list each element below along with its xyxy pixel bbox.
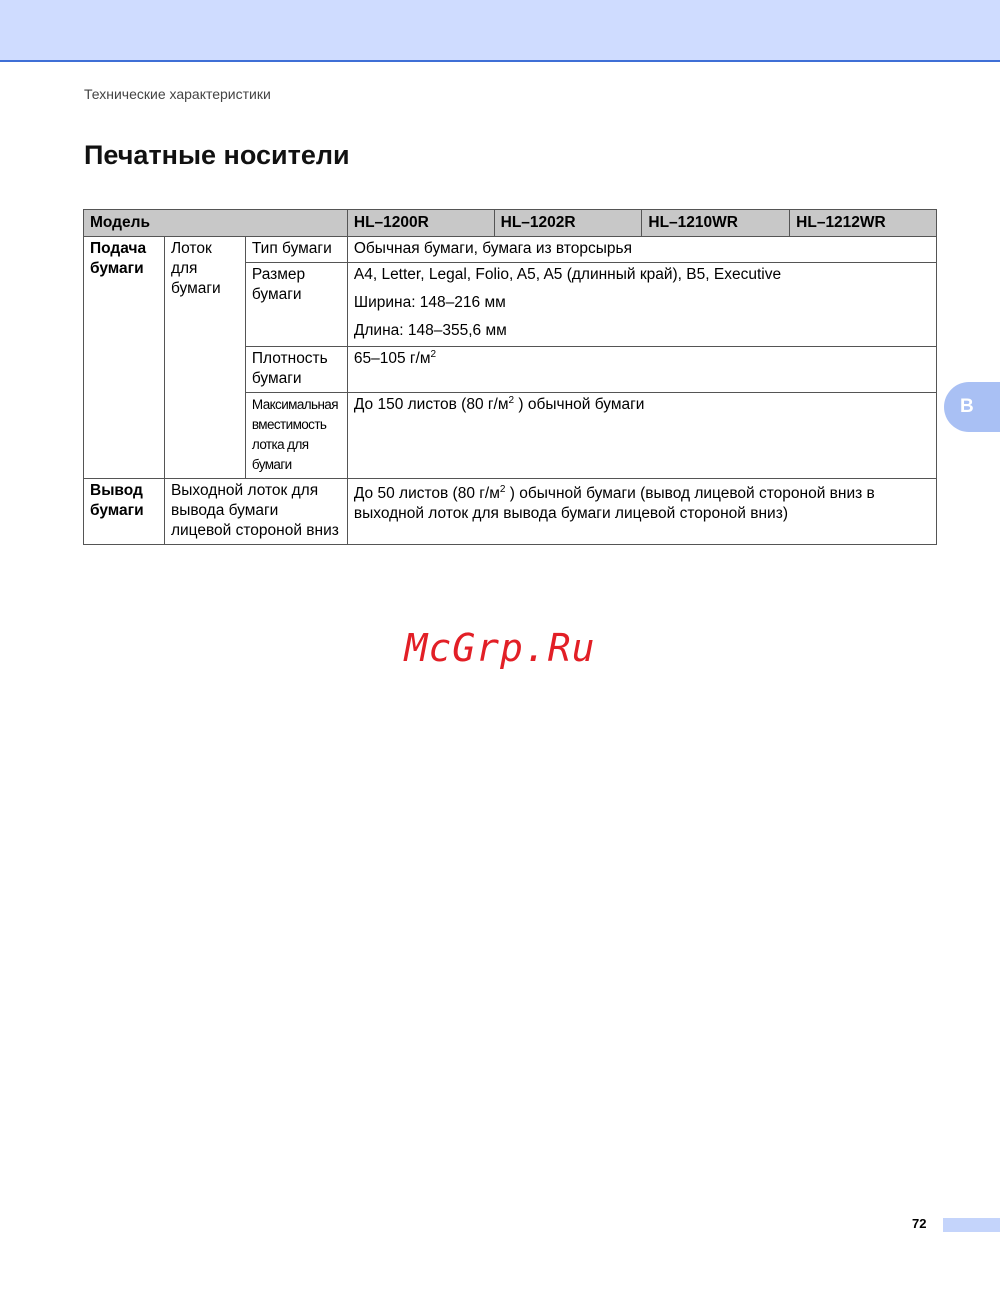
paper-weight-label: Плотность бумаги [245,347,347,393]
model-hl-1210wr: HL–1210WR [642,210,790,237]
table-row [84,479,937,545]
table-header-row [84,210,937,237]
model-hl-1202r: HL–1202R [494,210,642,237]
appendix-tab: B [944,382,1000,432]
paper-size-width: Ширина: 148–216 мм [353,294,506,311]
paper-input-label: Подача бумаги [84,237,165,479]
breadcrumb: Технические характеристики [84,86,271,102]
paper-output-text-end: ) обычной бумаги (вывод лицевой стороной вниз в выходной лоток для вывода бумаги лицевой стороной вниз) [353,485,875,522]
paper-output-sup: 2 [499,484,506,495]
table-row [84,237,937,263]
model-hl-1200r: HL–1200R [347,210,494,237]
max-capacity-sup: 2 [508,395,515,406]
paper-output-label: Вывод бумаги [84,479,165,545]
paper-weight-text: 65–105 г/м [353,350,431,367]
paper-size-label: Размер бумаги [245,263,347,347]
paper-size-value [347,263,936,347]
paper-size-formats: A4, Letter, Legal, Folio, A5, A5 (длинный край), B5, Executive [353,266,782,283]
max-capacity-text: До 150 листов (80 г/м [353,396,509,413]
paper-tray-label: Лоток для бумаги [164,237,245,479]
paper-output-text: До 50 листов (80 г/м [353,485,500,502]
page-number-bar [943,1218,1000,1232]
paper-weight-sup: 2 [430,349,437,360]
watermark: McGrp.Ru [404,626,596,670]
max-capacity-value [347,393,936,479]
max-capacity-text-end: ) обычной бумаги [514,396,645,413]
paper-size-length: Длина: 148–355,6 мм [353,322,507,339]
paper-type-label: Тип бумаги [245,237,347,263]
paper-weight-value [347,347,936,393]
spec-table [83,209,937,545]
max-capacity-label: Максимальная вместимость лотка для бумаги [245,393,347,479]
paper-output-value [347,479,936,545]
output-tray-label: Выходной лоток для вывода бумаги лицевой стороной вниз [164,479,347,545]
page-title: Печатные носители [84,140,350,170]
header-band [0,0,1000,62]
model-hl-1212wr: HL–1212WR [790,210,937,237]
page-number: 72 [912,1216,927,1231]
paper-type-value: Обычная бумаги, бумага из вторсырья [347,237,936,263]
model-header: Модель [84,210,348,237]
